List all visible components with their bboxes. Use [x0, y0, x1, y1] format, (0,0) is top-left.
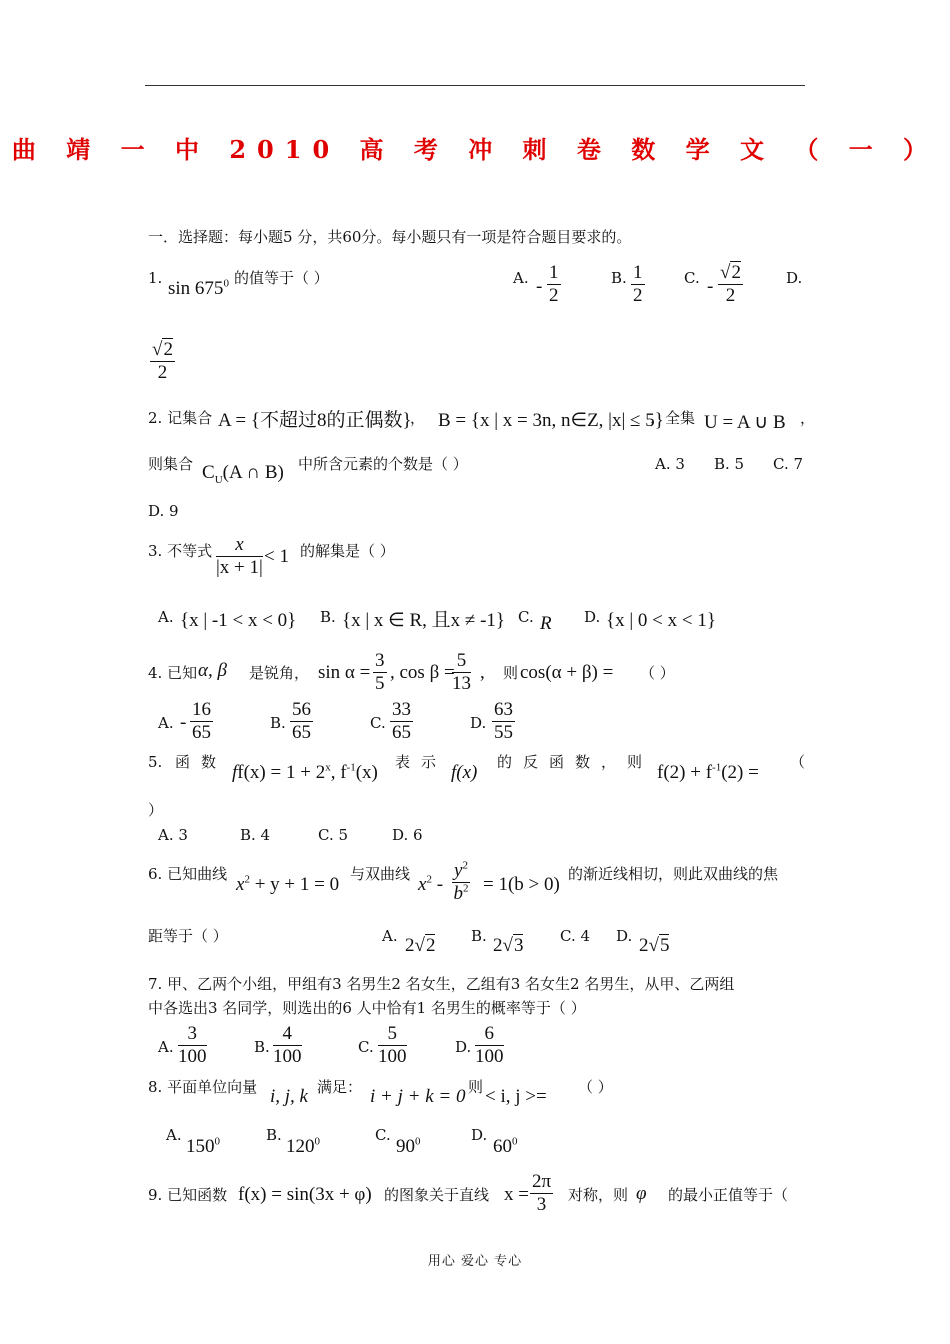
option-d[interactable]: D.: [455, 1038, 472, 1056]
header-rule: [145, 85, 805, 86]
option-a[interactable]: A. 3: [158, 826, 188, 844]
option-c[interactable]: C. 5: [318, 826, 349, 844]
option-c[interactable]: C.: [358, 1038, 374, 1056]
option-b[interactable]: B.: [320, 608, 336, 626]
option-b[interactable]: B.: [270, 714, 286, 732]
option-c[interactable]: C.: [684, 269, 700, 287]
option-d[interactable]: D. 6: [392, 826, 423, 844]
option-b[interactable]: B. 5: [714, 455, 745, 473]
option-c[interactable]: C.: [370, 714, 386, 732]
option-a[interactable]: A.: [513, 269, 529, 287]
page-footer: 用心 爱心 专心: [427, 1254, 523, 1269]
option-c[interactable]: C.: [518, 608, 534, 626]
option-a[interactable]: A.: [158, 1038, 174, 1056]
option-c[interactable]: C. 4: [560, 927, 591, 945]
option-d[interactable]: D.: [584, 608, 601, 626]
option-c[interactable]: C.: [375, 1126, 391, 1144]
option-d[interactable]: D.: [471, 1126, 488, 1144]
option-c[interactable]: C. 7: [773, 455, 804, 473]
option-b[interactable]: B.: [266, 1126, 282, 1144]
option-d[interactable]: D.: [616, 927, 633, 945]
option-a[interactable]: A.: [382, 927, 398, 945]
option-d[interactable]: D.: [470, 714, 487, 732]
option-a[interactable]: A.: [166, 1126, 182, 1144]
page-title: 曲 靖 一 中 2010 高 考 冲 刺 卷 数 学 文 （ 一 ）: [11, 135, 939, 164]
section-heading: 一．选择题：每小题5 分，共60分。每小题只有一项是符合题目要求的。: [148, 228, 632, 246]
option-b[interactable]: B. 4: [240, 826, 271, 844]
option-b[interactable]: B.: [471, 927, 487, 945]
option-a[interactable]: A. 3: [655, 455, 685, 473]
option-a[interactable]: A.: [158, 608, 174, 626]
option-b[interactable]: B.: [254, 1038, 270, 1056]
option-d[interactable]: D.: [786, 269, 803, 287]
option-b[interactable]: B.: [611, 269, 627, 287]
option-d[interactable]: D. 9: [148, 502, 179, 520]
option-a[interactable]: A.: [158, 714, 174, 732]
